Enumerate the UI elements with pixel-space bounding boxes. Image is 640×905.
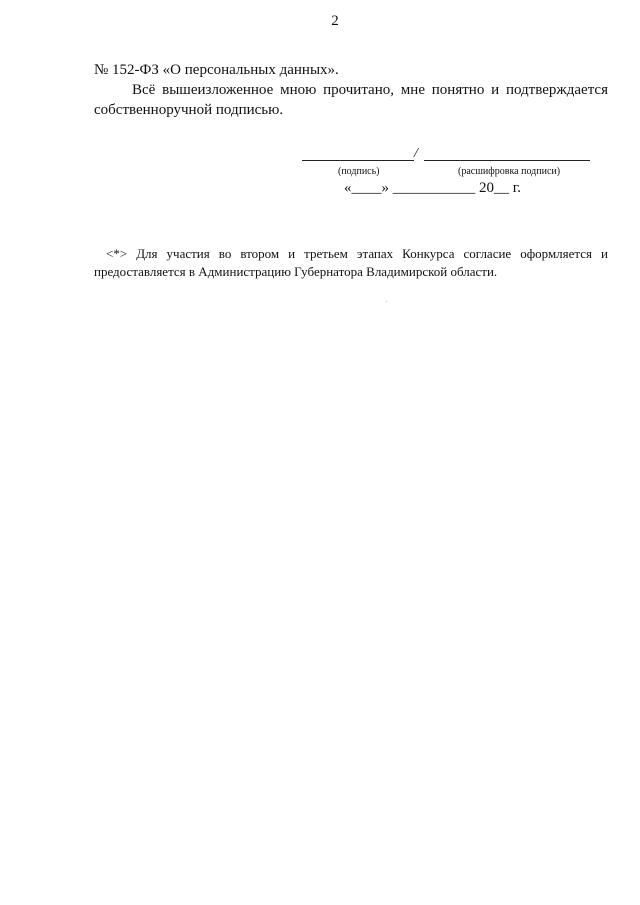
signature-caption: (подпись) <box>338 166 380 177</box>
body-line-law-reference: № 152-ФЗ «О персональных данных». <box>94 62 339 78</box>
date-blank-line: «____» ___________ 20__ г. <box>344 180 521 196</box>
signature-separator: / <box>414 146 418 161</box>
signature-decoding-blank-line <box>424 160 590 161</box>
body-line-signature-note: собственноручной подписью. <box>94 102 284 118</box>
footnote <box>94 245 608 281</box>
body-line-confirmation: Всё вышеизложенное мною прочитано, мне понятно и подтверждается <box>132 82 608 98</box>
signature-decoding-caption: (расшифровка подписи) <box>458 166 561 177</box>
signature-blank-line <box>302 160 414 161</box>
signature-block <box>300 146 595 216</box>
scan-speck <box>386 301 387 302</box>
page-number: 2 <box>331 13 339 29</box>
footnote-line-2: предоставляется в Администрацию Губернатора Владимирской области. <box>94 264 498 279</box>
footnote-line-1: <*> Для участия во втором и третьем этапах Конкурса согласие оформляется и <box>106 246 608 261</box>
